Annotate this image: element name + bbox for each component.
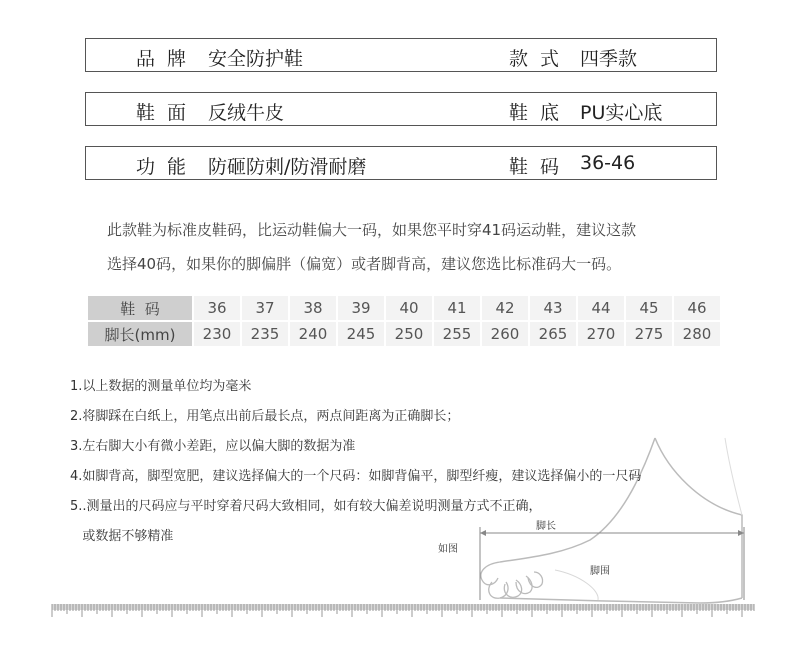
diagram-label-foot-girth: 脚围 — [590, 566, 610, 577]
spec-val-upper: 反绒牛皮 — [208, 102, 285, 124]
length-cell: 265 — [530, 322, 576, 346]
length-cell: 280 — [674, 322, 720, 346]
size-cell: 38 — [290, 296, 336, 320]
size-cell: 39 — [338, 296, 384, 320]
spec-val-size: 36-46 — [580, 152, 636, 174]
size-row-label: 鞋 码 — [88, 296, 192, 320]
size-cell: 37 — [242, 296, 288, 320]
size-cell: 43 — [530, 296, 576, 320]
tip-line-4: 4.如脚背高，脚型宽肥，建议选择偏大的一个尺码：如脚背偏平，脚型纤瘦，建议选择偏小的一尺码 — [70, 469, 642, 484]
tip-line-2: 2.将脚踩在白纸上，用笔点出前后最长点，两点间距离为正确脚长； — [70, 409, 460, 424]
size-cell: 42 — [482, 296, 528, 320]
spec-key-function: 功能 — [136, 156, 199, 178]
length-cell: 250 — [386, 322, 432, 346]
size-note-line-1: 此款鞋为标准皮鞋码，比运动鞋偏大一码，如果您平时穿41码运动鞋，建议这款 — [107, 221, 637, 239]
tip-line-6: 或数据不够精准 — [70, 529, 174, 544]
tip-line-1: 1.以上数据的测量单位均为毫米 — [70, 379, 252, 394]
diagram-label-example: 如图 — [438, 544, 458, 555]
length-cell: 275 — [626, 322, 672, 346]
size-note-line-2: 选择40码，如果你的脚偏胖（偏宽）或者脚背高，建议您选比标准码大一码。 — [107, 255, 622, 273]
ruler-ticks — [52, 604, 754, 617]
length-cell: 255 — [434, 322, 480, 346]
tip-line-5: 5..测量出的尺码应与平时穿着尺码大致相同，如有较大偏差说明测量方式不正确， — [70, 499, 542, 514]
length-cell: 240 — [290, 322, 336, 346]
diagram-label-length: 脚长 — [536, 521, 556, 532]
spec-key-size: 鞋码 — [509, 156, 572, 178]
length-cell: 235 — [242, 322, 288, 346]
spec-key-brand: 品牌 — [136, 48, 199, 70]
foot-outline-icon — [481, 438, 742, 603]
spec-key-upper: 鞋面 — [136, 102, 199, 124]
tip-line-3: 3.左右脚大小有微小差距，应以偏大脚的数据为准 — [70, 439, 356, 454]
length-row-label: 脚长(mm) — [88, 322, 192, 346]
spec-val-function: 防砸防刺/防滑耐磨 — [208, 156, 367, 178]
size-cell: 45 — [626, 296, 672, 320]
spec-val-sole: PU实心底 — [580, 102, 663, 124]
spec-val-style: 四季款 — [580, 48, 638, 70]
size-cell: 40 — [386, 296, 432, 320]
spec-key-style: 款式 — [509, 48, 572, 70]
length-cell: 270 — [578, 322, 624, 346]
size-cell: 44 — [578, 296, 624, 320]
length-cell: 260 — [482, 322, 528, 346]
size-cell: 41 — [434, 296, 480, 320]
length-cell: 245 — [338, 322, 384, 346]
length-cell: 230 — [194, 322, 240, 346]
spec-key-sole: 鞋底 — [509, 102, 572, 124]
size-cell: 46 — [674, 296, 720, 320]
size-cell: 36 — [194, 296, 240, 320]
spec-val-brand: 安全防护鞋 — [208, 48, 304, 70]
